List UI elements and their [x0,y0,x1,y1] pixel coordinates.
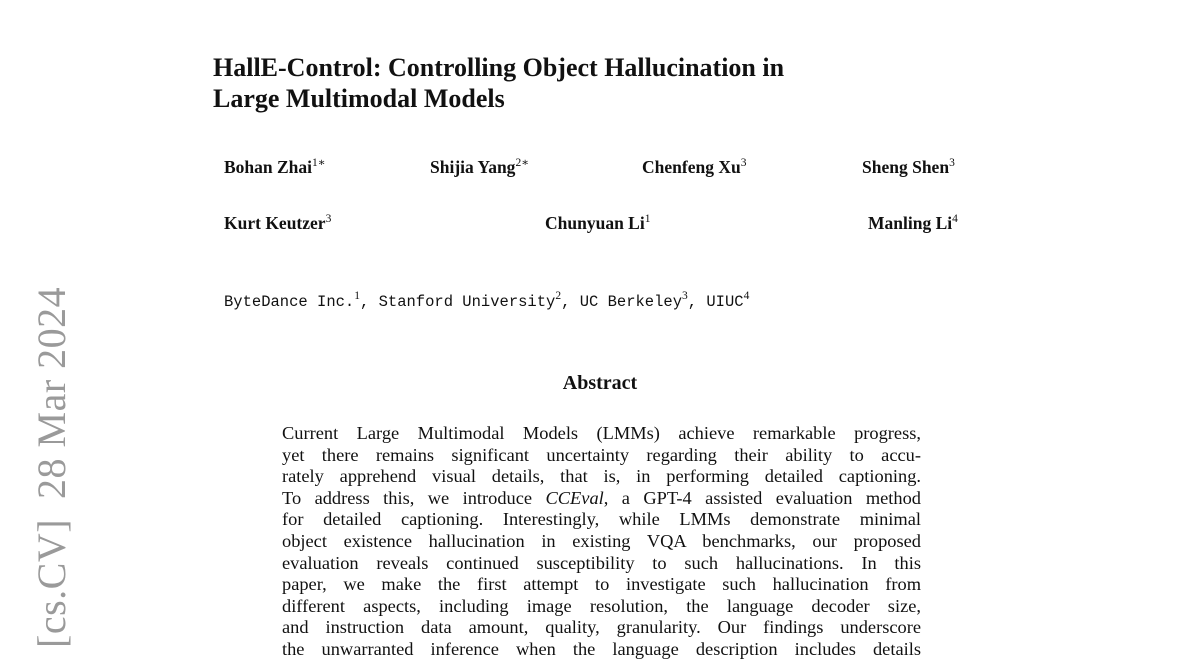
author-kurt-keutzer [224,213,331,234]
abstract-line: evaluation reveals continued susceptibility to such hallucinations. In this [282,552,921,573]
affiliation-mark: 4 [743,290,750,302]
affiliation-mark: 3 [682,290,688,302]
author-name: Sheng Shen [862,157,950,177]
author-shijia-yang [430,157,529,178]
abstract-body [282,423,921,661]
author-affiliation-mark: 3 [949,157,955,169]
affiliation-mark: 2 [555,290,562,302]
abstract-line: object existence hallucination in existing VQA benchmarks, our proposed [282,530,921,551]
author-affiliation-mark: 2∗ [515,157,530,169]
paper-title-line-1: HallE-Control: Controlling Object Hallucination in [213,53,785,82]
author-name: Chenfeng Xu [642,157,741,177]
affiliation-name: UC Berkeley [579,293,683,311]
paper-title-line-2: Large Multimodal Models [213,84,505,113]
affiliation-name: Stanford University [378,293,556,311]
arxiv-date: 28 Mar 2024 [29,286,74,499]
abstract-line: rately apprehend visual details, that is, in performing detailed captioning. [282,466,921,487]
abstract-line: different aspects, including image resolution, the language decoder size, [282,595,921,616]
affiliation-separator: , [687,293,707,311]
author-chenfeng-xu [642,157,746,178]
arxiv-side-stamp [28,287,75,648]
abstract-line: yet there remains significant uncertainty regarding their ability to accu- [282,444,921,465]
paper-title [213,52,933,114]
abstract-line: Current Large Multimodal Models (LMMs) achieve remarkable progress, [282,423,921,443]
abstract-line: the unwarranted inference when the language description includes details [282,638,921,659]
method-name: CCEval [545,487,604,508]
abstract-line: paper, we make the first attempt to investigate such hallucination from [282,574,921,595]
affiliation-mark: 1 [354,290,360,302]
affiliation [224,290,379,311]
abstract-heading: Abstract [562,372,638,394]
author-affiliation-mark: 1∗ [312,157,326,169]
author-chunyuan-li [545,213,650,234]
abstract-line [282,488,921,510]
abstract-line: for detailed captioning. Interestingly, while LMMs demonstrate minimal [282,509,921,530]
abstract-text: To address this, we introduce [282,487,546,508]
affiliation-separator: , [561,293,580,311]
author-name: Kurt Keutzer [224,213,326,233]
author-affiliation-mark: 3 [740,157,747,169]
affiliations [224,290,750,311]
affiliation-name: ByteDance Inc. [224,293,355,311]
author-name: Manling Li [868,213,953,233]
affiliation [706,290,750,311]
author-affiliation-mark: 4 [952,213,958,225]
affiliation [378,290,580,311]
author-affiliation-mark: 3 [325,213,332,225]
author-bohan-zhai [224,157,326,178]
author-name: Chunyuan Li [545,213,645,233]
author-name: Shijia Yang [430,157,516,177]
author-manling-li [868,213,958,234]
affiliation-separator: , [359,293,379,311]
arxiv-category: [cs.CV] [29,518,74,648]
author-affiliation-mark: 1 [644,213,651,225]
affiliation-name: UIUC [706,293,744,311]
abstract-text: , a GPT-4 assisted evaluation method [603,487,921,508]
author-sheng-shen [862,157,955,178]
author-name: Bohan Zhai [224,157,313,177]
affiliation [579,290,707,311]
abstract-line: and instruction data amount, quality, granularity. Our findings underscore [282,617,921,638]
